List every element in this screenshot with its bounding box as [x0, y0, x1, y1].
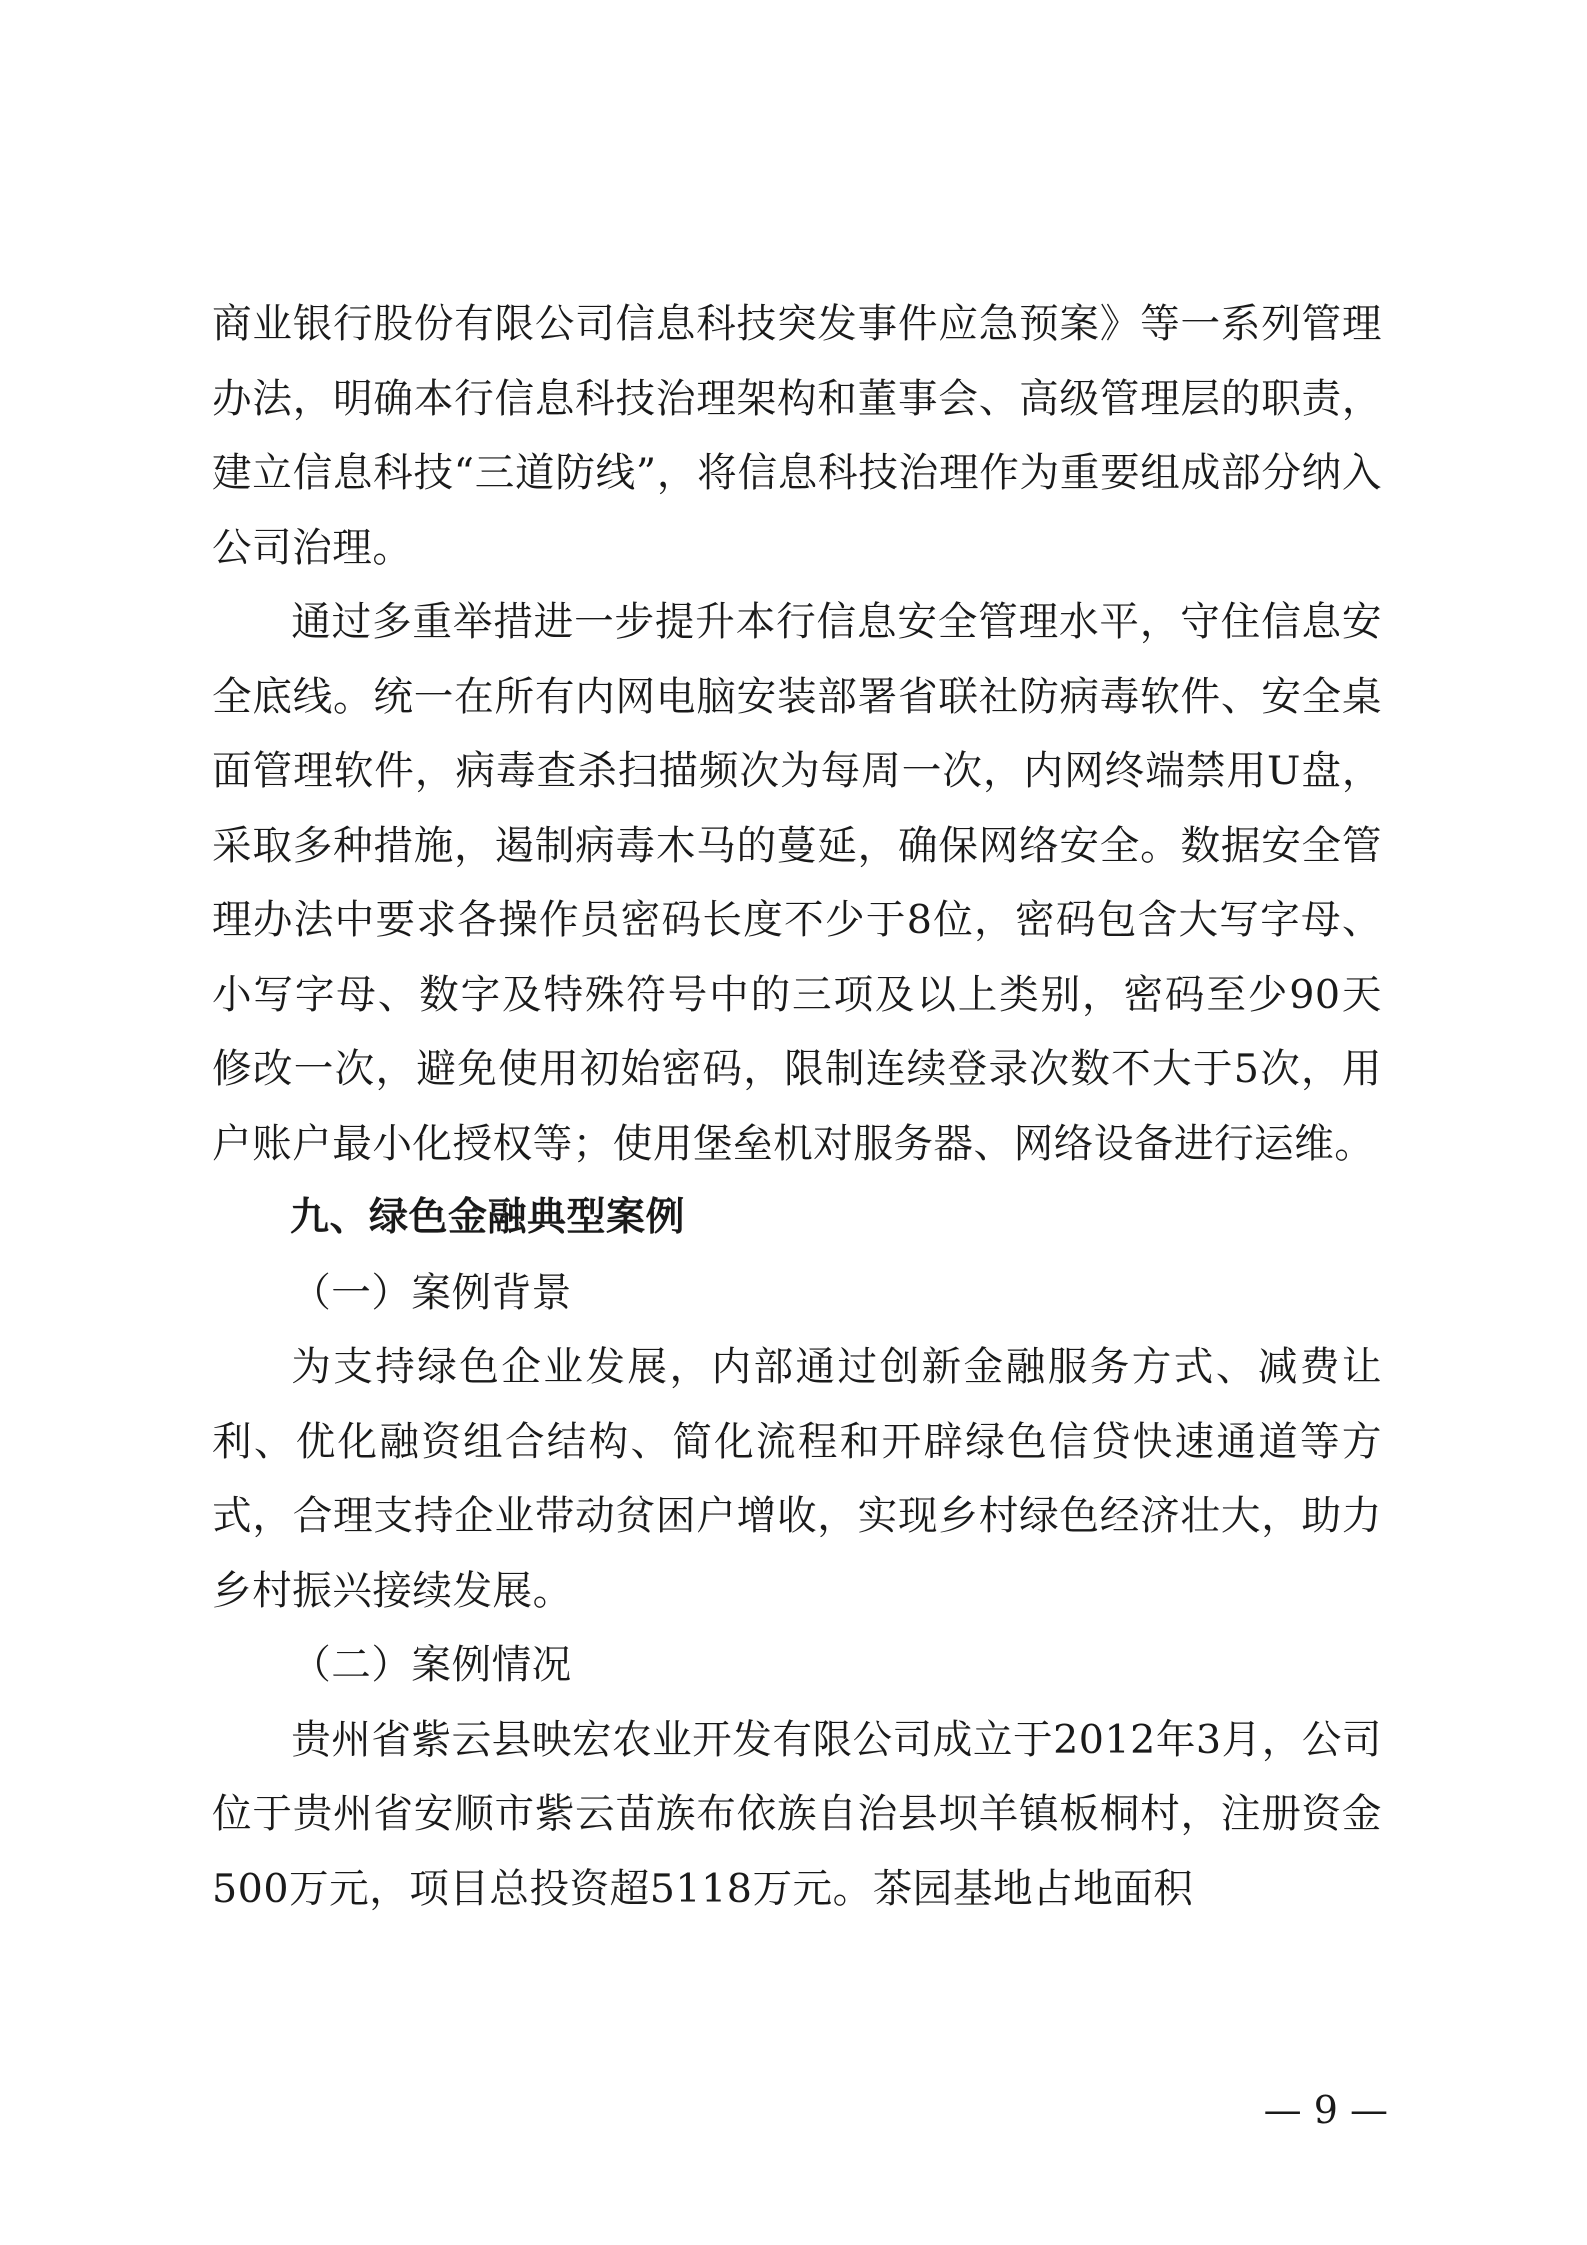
subsection-heading-background: （一）案例背景 — [291, 1269, 572, 1316]
page-number: — 9 — — [1263, 2088, 1388, 2132]
paragraph-continuation: 商业银行股份有限公司信息科技突发事件应急预案》等一系列管理办法，明确本行信息科技治理架构和董事会、高级管理层的职责，建立信息科技“三道防线”，将信息科技治理作为重要组成部分纳入公司治理。 — [212, 301, 1382, 571]
section-heading: 九、绿色金融典型案例 — [290, 1195, 686, 1240]
paragraph-info-security: 通过多重举措进一步提升本行信息安全管理水平，守住信息安全底线。统一在所有内网电脑安装部署省联社防病毒软件、安全桌面管理软件，病毒查杀扫描频次为每周一次，内网终端禁用U盘，采取多种措施，遏制病毒木马的蔓延，确保网络安全。数据安全管理办法中要求各操作员密码长度不少于8位，密码包含大写字母、小写字母、数字及特殊符号中的三项及以上类别，密码至少90天修改一次，避免使用初始密码，限制连续登录次数不大于5次，用户账户最小化授权等；使用堡垒机对服务器、网络设备进行运维。 — [212, 599, 1382, 1167]
document-body — [212, 287, 1382, 1926]
paragraph-case-background: 为支持绿色企业发展，内部通过创新金融服务方式、减费让利、优化融资组合结构、简化流程和开辟绿色信贷快速通道等方式，合理支持企业带动贫困户增收，实现乡村绿色经济壮大，助力乡村振兴接续发展。 — [212, 1344, 1382, 1614]
subsection-heading-situation: （二）案例情况 — [291, 1642, 572, 1688]
paragraph-case-situation: 贵州省紫云县映宏农业开发有限公司成立于2012年3月，公司位于贵州省安顺市紫云苗族布依族自治县坝羊镇板桐村，注册资金500万元，项目总投资超5118万元。茶园基地占地面积 — [212, 1716, 1382, 1912]
